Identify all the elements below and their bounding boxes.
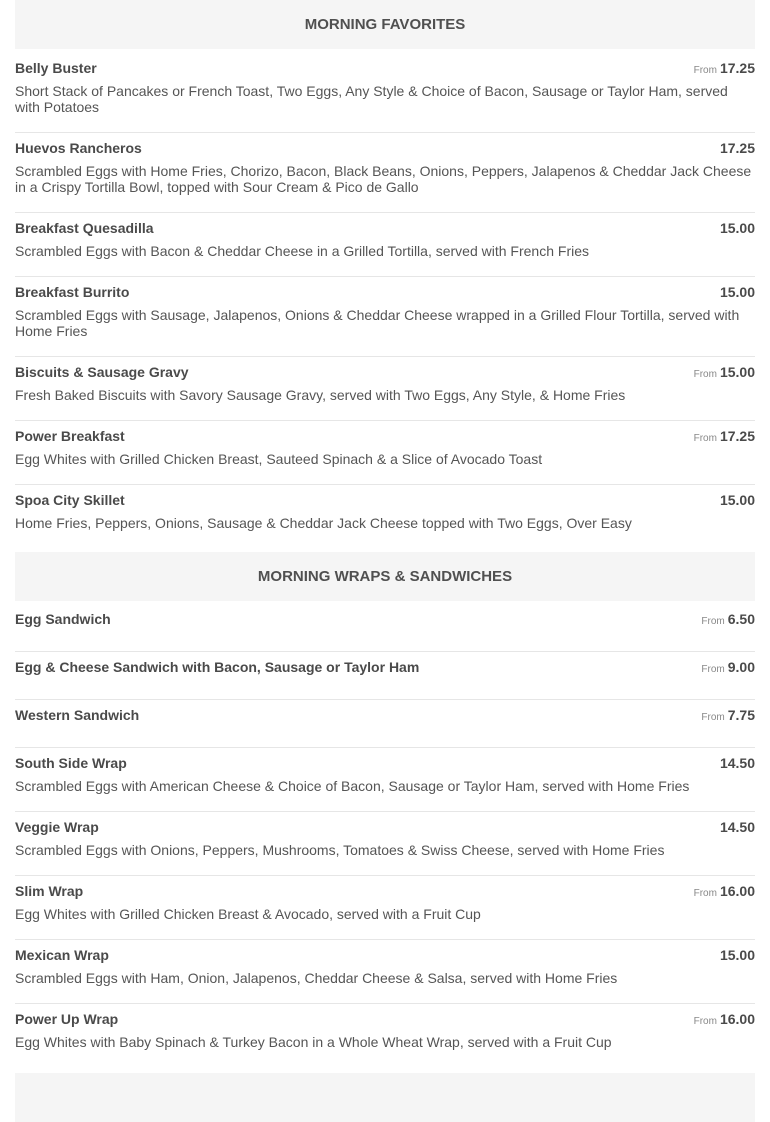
item-name: Western Sandwich [15,707,140,723]
item-name: Veggie Wrap [15,819,99,835]
price-value: 17.25 [719,140,755,156]
item-description: Scrambled Eggs with Bacon & Cheddar Cheese in a Grilled Tortilla, served with French Fries [15,243,589,259]
item-description: Scrambled Eggs with Onions, Peppers, Mushrooms, Tomatoes & Swiss Cheese, served with Home Fries [15,842,665,858]
item-name: Breakfast Burrito [15,284,130,300]
item-price [694,60,755,76]
menu-item[interactable] [15,819,755,876]
item-price [701,611,755,627]
item-price [720,284,755,300]
item-price [720,947,755,963]
section-header [15,1073,755,1122]
price-from-label: From [701,712,725,723]
price-value: 7.75 [727,707,755,723]
item-name: Biscuits & Sausage Gravy [15,364,189,380]
price-from-label: From [693,888,717,899]
item-description: Scrambled Eggs with Ham, Onion, Jalapenos, Cheddar Cheese & Salsa, served with Home Fries [15,970,618,986]
price-value: 15.00 [719,492,755,508]
item-price [701,707,755,723]
price-from-label: From [693,1016,717,1027]
menu-item[interactable] [15,220,755,277]
item-description: Short Stack of Pancakes or French Toast, Two Eggs, Any Style & Choice of Bacon, Sausage or Taylor Ham, served with Potatoes [15,83,728,115]
menu-item[interactable] [15,492,755,544]
price-value: 15.00 [719,364,755,380]
item-name: Egg & Cheese Sandwich with Bacon, Sausage or Taylor Ham [15,659,420,675]
price-value: 14.50 [719,819,755,835]
item-name: Breakfast Quesadilla [15,220,154,236]
price-value: 15.00 [719,220,755,236]
menu-item[interactable] [15,428,755,485]
menu-item[interactable] [15,611,755,652]
item-price [694,428,755,444]
item-header-row [15,492,755,508]
item-price [720,755,755,771]
item-header-row [15,947,755,963]
item-header-row [15,755,755,771]
section-header: MORNING WRAPS & SANDWICHES [15,552,755,601]
price-value: 16.00 [719,1011,755,1027]
item-name: Power Breakfast [15,428,125,444]
item-description: Scrambled Eggs with American Cheese & Choice of Bacon, Sausage or Taylor Ham, served with Home Fries [15,778,690,794]
price-from-label: From [693,65,717,76]
item-header-row [15,883,755,899]
menu-item[interactable] [15,707,755,748]
item-price [694,883,755,899]
item-description: Egg Whites with Grilled Chicken Breast & Avocado, served with a Fruit Cup [15,906,481,922]
item-name: Spoa City Skillet [15,492,125,508]
menu-item[interactable] [15,1011,755,1065]
menu-item[interactable] [15,883,755,940]
price-value: 15.00 [719,947,755,963]
menu-item[interactable] [15,659,755,700]
item-description: Fresh Baked Biscuits with Savory Sausage Gravy, served with Two Eggs, Any Style, & Home Fries [15,387,626,403]
item-name: Egg Sandwich [15,611,111,627]
item-header-row [15,220,755,236]
item-header-row [15,659,755,675]
item-price [694,1011,755,1027]
section-header: MORNING FAVORITES [15,0,755,49]
price-from-label: From [693,433,717,444]
item-price [720,140,755,156]
menu-item[interactable] [15,364,755,421]
item-price [720,220,755,236]
menu-item[interactable] [15,60,755,133]
item-description: Home Fries, Peppers, Onions, Sausage & Cheddar Jack Cheese topped with Two Eggs, Over Easy [15,515,632,531]
item-header-row [15,140,755,156]
price-from-label: From [693,369,717,380]
price-value: 9.00 [727,659,755,675]
price-value: 17.25 [719,60,755,76]
item-price [694,364,755,380]
item-name: South Side Wrap [15,755,127,771]
item-name: Slim Wrap [15,883,84,899]
item-description: Scrambled Eggs with Home Fries, Chorizo, Bacon, Black Beans, Onions, Peppers, Jalapenos & Cheddar Jack Cheese in a Crispy Tortilla Bowl, topped with Sour Cream & Pico de Gallo [15,163,752,195]
item-header-row [15,364,755,380]
item-description: Scrambled Eggs with Sausage, Jalapenos, Onions & Cheddar Cheese wrapped in a Grilled Flour Tortilla, served with Home Fries [15,307,740,339]
menu-item[interactable] [15,755,755,812]
menu-item[interactable] [15,947,755,1004]
item-price [701,659,755,675]
price-value: 16.00 [719,883,755,899]
price-value: 15.00 [719,284,755,300]
item-header-row [15,707,755,723]
price-value: 6.50 [727,611,755,627]
item-header-row [15,428,755,444]
item-description: Egg Whites with Baby Spinach & Turkey Bacon in a Whole Wheat Wrap, served with a Fruit Cup [15,1034,612,1050]
menu-item[interactable] [15,284,755,357]
item-header-row [15,611,755,627]
price-from-label: From [701,616,725,627]
item-header-row [15,60,755,76]
item-name: Belly Buster [15,60,97,76]
item-name: Mexican Wrap [15,947,109,963]
price-value: 14.50 [719,755,755,771]
item-price [720,492,755,508]
price-from-label: From [701,664,725,675]
item-name: Power Up Wrap [15,1011,119,1027]
item-header-row [15,1011,755,1027]
item-name: Huevos Rancheros [15,140,142,156]
menu-item[interactable] [15,140,755,213]
item-price [720,819,755,835]
item-header-row [15,819,755,835]
price-value: 17.25 [719,428,755,444]
item-header-row [15,284,755,300]
item-description: Egg Whites with Grilled Chicken Breast, Sauteed Spinach & a Slice of Avocado Toast [15,451,543,467]
